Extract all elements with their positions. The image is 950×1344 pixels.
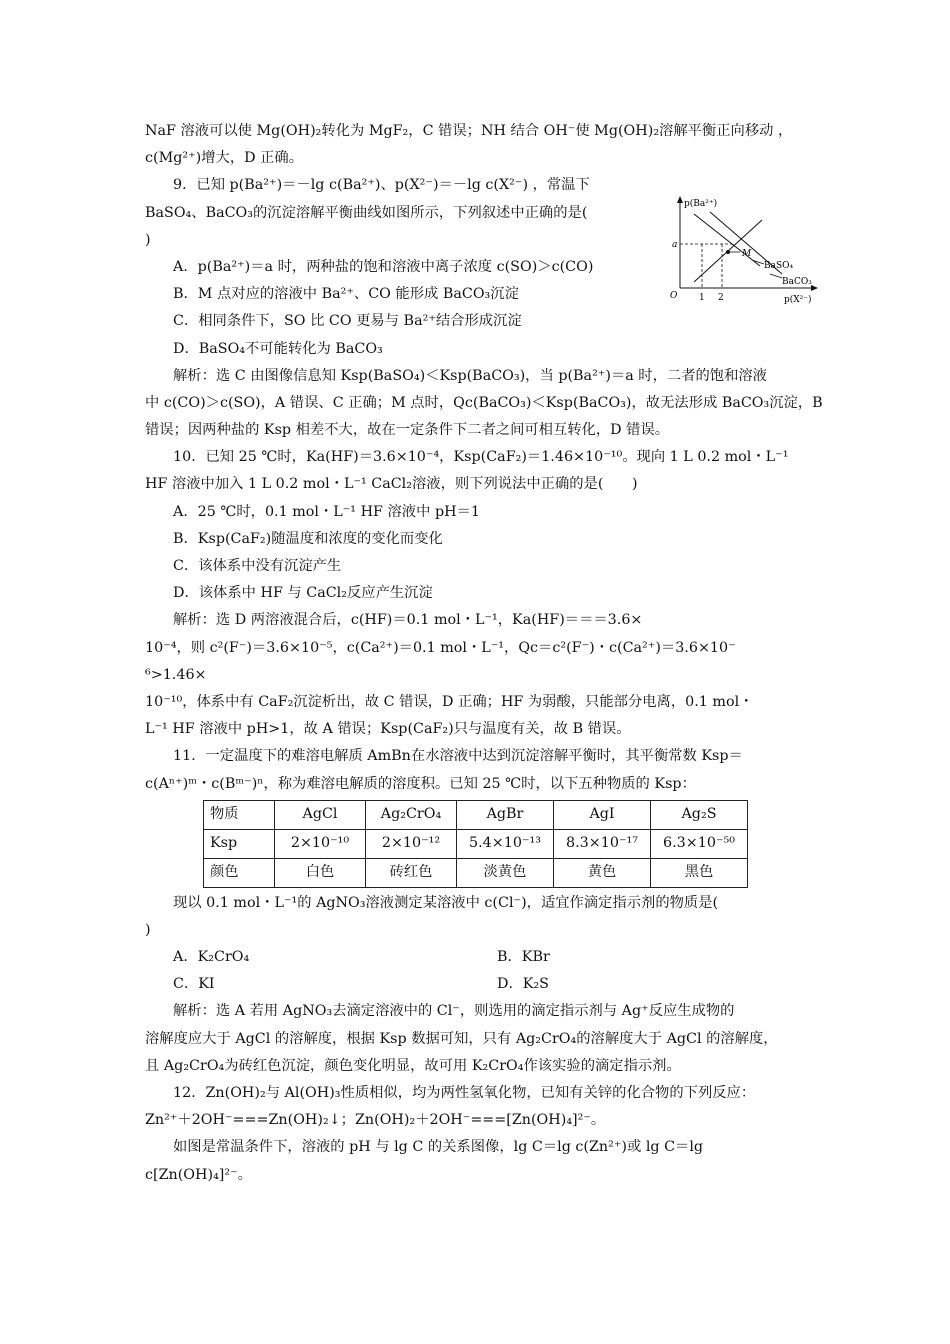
- answer-11: 且 Ag₂CrO₄为砖红色沉淀，颜色变化明显，故可用 K₂CrO₄作该实验的滴定指示剂。: [145, 1057, 681, 1074]
- question-11-stem: 现以 0.1 mol・L⁻¹的 AgNO₃溶液测定某溶液中 c(Cl⁻)，适宜作滴定指示剂的物质是(: [173, 894, 719, 911]
- answer-9: 错误；因两种盐的 Ksp 相差不大，故在一定条件下二者之间可相互转化，D 错误。: [145, 422, 670, 439]
- table-cell: 黄色: [554, 858, 651, 887]
- option-d: D．BaSO₄不可能转化为 BaCO₃: [173, 340, 383, 357]
- table-cell: Ag₂S: [651, 800, 748, 829]
- answer-10: 10⁻¹⁰，体系中有 CaF₂沉淀析出，故 C 错误，D 正确；HF 为弱酸，只能部分电离，0.1 mol・: [145, 693, 754, 710]
- answer-9: 中 c(CO)＞c(SO)，A 错误、C 正确；M 点时，Qc(BaCO₃)＜Ksp(BaCO₃)，故无法形成 BaCO₃沉淀，B: [145, 394, 823, 411]
- answer-10: L⁻¹ HF 溶液中 pH>1，故 A 错误；Ksp(CaF₂)只与温度有关，故 B 错误。: [145, 721, 631, 738]
- table-cell: 淡黄色: [457, 858, 554, 887]
- answer-11: 溶解度应大于 AgCl 的溶解度，根据 Ksp 数据可知，只有 Ag₂CrO₄的溶解度大于 AgCl 的溶解度，: [145, 1030, 778, 1047]
- y-axis-label: p(Ba²⁺): [684, 199, 718, 209]
- answer-9: 解析：选 C 由图像信息知 Ksp(BaSO₄)＜Ksp(BaCO₃)，当 p(Ba²⁺)＝a 时，二者的饱和溶液: [173, 367, 767, 384]
- table-cell: 5.4×10⁻¹³: [457, 829, 554, 858]
- x-axis-label: p(X²⁻): [784, 295, 812, 305]
- point-m-label: M: [742, 249, 752, 259]
- option-d: D．该体系中 HF 与 CaCl₂反应产生沉淀: [173, 585, 433, 602]
- option-c: C．相同条件下，SO 比 CO 更易与 Ba²⁺结合形成沉淀: [173, 313, 522, 330]
- question-11-stem: ): [145, 921, 151, 938]
- table-cell: 2×10⁻¹⁰: [275, 829, 366, 858]
- text-line: c(Mg²⁺)增大，D 正确。: [145, 150, 304, 167]
- option-b: B．Ksp(CaF₂)随温度和浓度的变化而变化: [173, 530, 443, 547]
- option-b: B．KBr: [497, 949, 550, 966]
- series-label-baso4: BaSO₄: [764, 261, 794, 271]
- x-tick-label: 2: [718, 293, 724, 303]
- option-d: D．K₂S: [497, 976, 549, 993]
- x-axis-arrow: [811, 285, 818, 291]
- legend-arrow: [770, 274, 782, 278]
- table-row: [204, 858, 748, 887]
- question-10-stem: 10．已知 25 ℃时，Ka(HF)＝3.6×10⁻⁴，Ksp(CaF₂)＝1.46×10⁻¹⁰。现向 1 L 0.2 mol・L⁻¹: [173, 449, 789, 466]
- question-9-stem: BaSO₄、BaCO₃的沉淀溶解平衡曲线如图所示，下列叙述中正确的是(: [145, 204, 588, 221]
- table-cell: 白色: [275, 858, 366, 887]
- option-a: A．25 ℃时，0.1 mol・L⁻¹ HF 溶液中 pH＝1: [173, 503, 480, 520]
- question-12-stem: Zn²⁺＋2OH⁻===Zn(OH)₂↓；Zn(OH)₂＋2OH⁻===[Zn(OH)₄]²⁻。: [145, 1112, 606, 1129]
- point-m: [726, 250, 730, 254]
- question-11-stem: 11．一定温度下的难溶电解质 AmBn在水溶液中达到沉淀溶解平衡时，其平衡常数 Ksp＝: [173, 748, 743, 765]
- answer-11: 解析：选 A 若用 AgNO₃去滴定溶液中的 Cl⁻，则选用的滴定指示剂与 Ag⁺反应生成物的: [173, 1003, 735, 1020]
- table-cell: 物质: [204, 800, 275, 829]
- question-9-stem: 9．已知 p(Ba²⁺)＝－lg c(Ba²⁺)、p(X²⁻)＝－lg c(X²⁻) ，常温下: [173, 177, 590, 194]
- question-12-stem: 12．Zn(OH)₂与 Al(OH)₃性质相似，均为两性氢氧化物，已知有关锌的化合物的下列反应：: [173, 1085, 756, 1101]
- table-row: [204, 800, 748, 829]
- text-line: NaF 溶液可以使 Mg(OH)₂转化为 MgF₂，C 错误；NH 结合 OH⁻使 Mg(OH)₂溶解平衡正向移动 ，: [145, 123, 793, 139]
- table-cell: 颜色: [204, 858, 275, 887]
- table-cell: Ag₂CrO₄: [366, 800, 457, 829]
- table-cell: 黑色: [651, 858, 748, 887]
- answer-10: 解析：选 D 两溶液混合后，c(HF)＝0.1 mol・L⁻¹，Ka(HF)＝＝＝3.6×: [173, 612, 643, 629]
- question-12-stem: 如图是常温条件下，溶液的 pH 与 lg C 的关系图像，lg C＝lg c(Zn²⁺)或 lg C＝lg: [173, 1139, 704, 1156]
- x-tick-label: 1: [699, 293, 705, 303]
- question-9-stem: ): [145, 231, 151, 248]
- table-cell: 8.3×10⁻¹⁷: [554, 829, 651, 858]
- question-11-stem: c(Aⁿ⁺)ᵐ・c(Bᵐ⁻)ⁿ，称为难溶电解质的溶度积。已知 25 ℃时，以下五种物质的 Ksp：: [145, 775, 696, 792]
- table-cell: 2×10⁻¹²: [366, 829, 457, 858]
- y-axis-arrow: [677, 196, 683, 203]
- table-cell: 6.3×10⁻⁵⁰: [651, 829, 748, 858]
- table-row: [204, 829, 748, 858]
- solubility-graph: [666, 192, 826, 310]
- table-cell: Ksp: [204, 829, 275, 858]
- option-a: A．p(Ba²⁺)＝a 时，两种盐的饱和溶液中离子浓度 c(SO)＞c(CO): [173, 258, 594, 275]
- legend-arrow: [752, 260, 764, 264]
- origin-label: O: [670, 291, 678, 301]
- option-a: A．K₂CrO₄: [173, 949, 250, 966]
- options-row: [145, 971, 813, 998]
- table-cell: AgCl: [275, 800, 366, 829]
- question-12-stem: c[Zn(OH)₄]²⁻。: [145, 1166, 252, 1183]
- option-c: C．KI: [173, 976, 215, 993]
- answer-10: ⁶>1.46×: [145, 666, 207, 683]
- graph-svg: [666, 192, 826, 310]
- table-cell: 砖红色: [366, 858, 457, 887]
- y-tick-label: a: [672, 240, 678, 250]
- option-b: B．M 点对应的溶液中 Ba²⁺、CO 能形成 BaCO₃沉淀: [173, 286, 519, 303]
- answer-10: 10⁻⁴，则 c²(F⁻)＝3.6×10⁻⁵，c(Ca²⁺)＝0.1 mol・L⁻¹，Qc＝c²(F⁻)・c(Ca²⁺)＝3.6×10⁻: [145, 639, 736, 656]
- series-label-baco3: BaCO₃: [782, 277, 812, 287]
- option-c: C．该体系中没有沉淀产生: [173, 558, 342, 574]
- options-row: [145, 944, 813, 971]
- ksp-table: [203, 800, 748, 888]
- table-cell: AgBr: [457, 800, 554, 829]
- question-10-stem: HF 溶液中加入 1 L 0.2 mol・L⁻¹ CaCl₂溶液，则下列说法中正确的是( ): [145, 476, 638, 493]
- table-cell: AgI: [554, 800, 651, 829]
